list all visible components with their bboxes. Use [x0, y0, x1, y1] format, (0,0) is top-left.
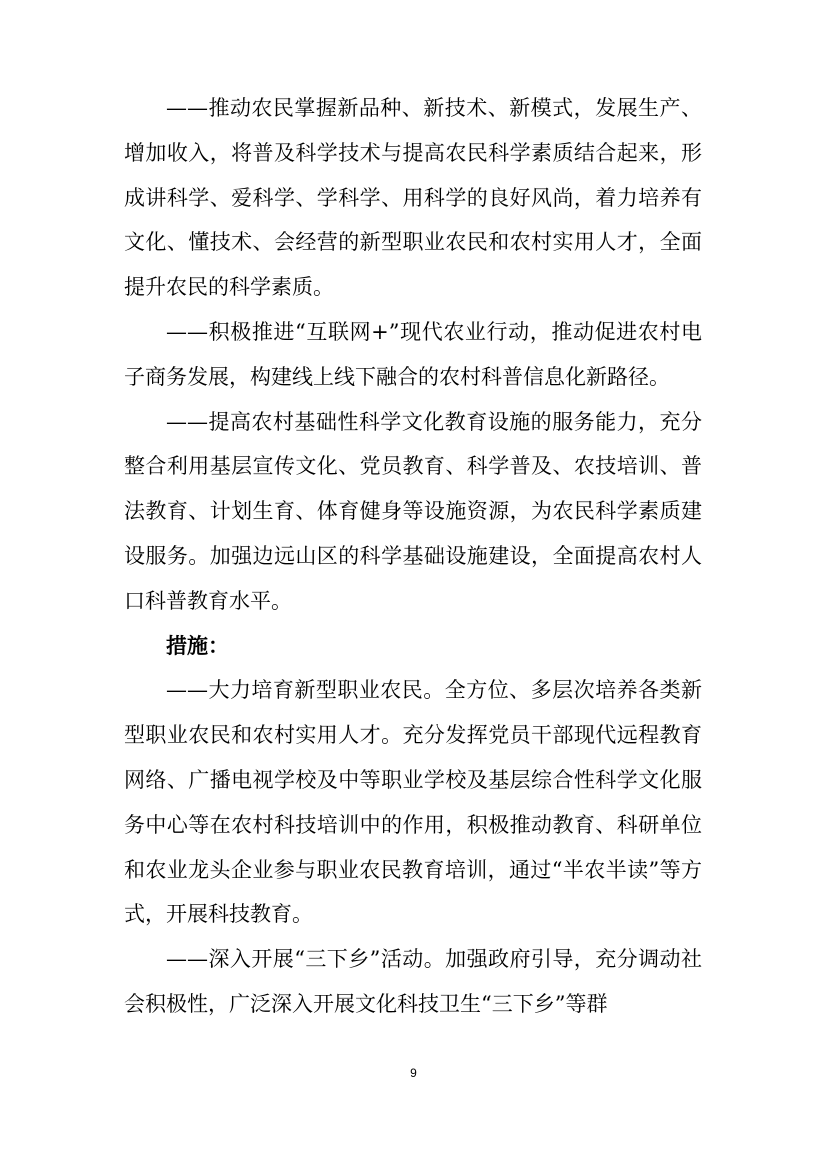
page-number: 9 — [410, 1066, 417, 1080]
document-body — [124, 86, 702, 1027]
paragraph-goal-2: ——积极推进“互联网+”现代农业行动，推动促进农村电子商务发展，构建线上线下融合的农村科普信息化新路径。 — [124, 319, 702, 389]
paragraph-measure-2: ——深入开展“三下乡”活动。加强政府引导，充分调动社会积极性，广泛深入开展文化科技卫生“三下乡”等群 — [124, 947, 702, 1016]
measures-heading: 措施： — [166, 633, 229, 658]
paragraph-goal-1: ——推动农民掌握新品种、新技术、新模式，发展生产、增加收入，将普及科学技术与提高农民科学素质结合起来，形成讲科学、爱科学、学科学、用科学的良好风尚，着力培养有文化、懂技术、会经营的新型职业农民和农村实用人才，全面提升农民的科学素质。 — [124, 96, 702, 300]
paragraph-goal-3: ——提高农村基础性科学文化教育设施的服务能力，充分整合利用基层宣传文化、党员教育、科学普及、农技培训、普法教育、计划生育、体育健身等设施资源，为农民科学素质建设服务。加强边远山区的科学基础设施建设，全面提高农村人口科普教育水平。 — [124, 409, 702, 613]
paragraph-measure-1: ——大力培育新型职业农民。全方位、多层次培养各类新型职业农民和农村实用人才。充分发挥党员干部现代远程教育网络、广播电视学校及中等职业学校及基层综合性科学文化服务中心等在农村科技培训中的作用，积极推动教育、科研单位和农业龙头企业参与职业农民教育培训，通过“半农半读”等方式，开展科技教育。 — [124, 678, 702, 927]
